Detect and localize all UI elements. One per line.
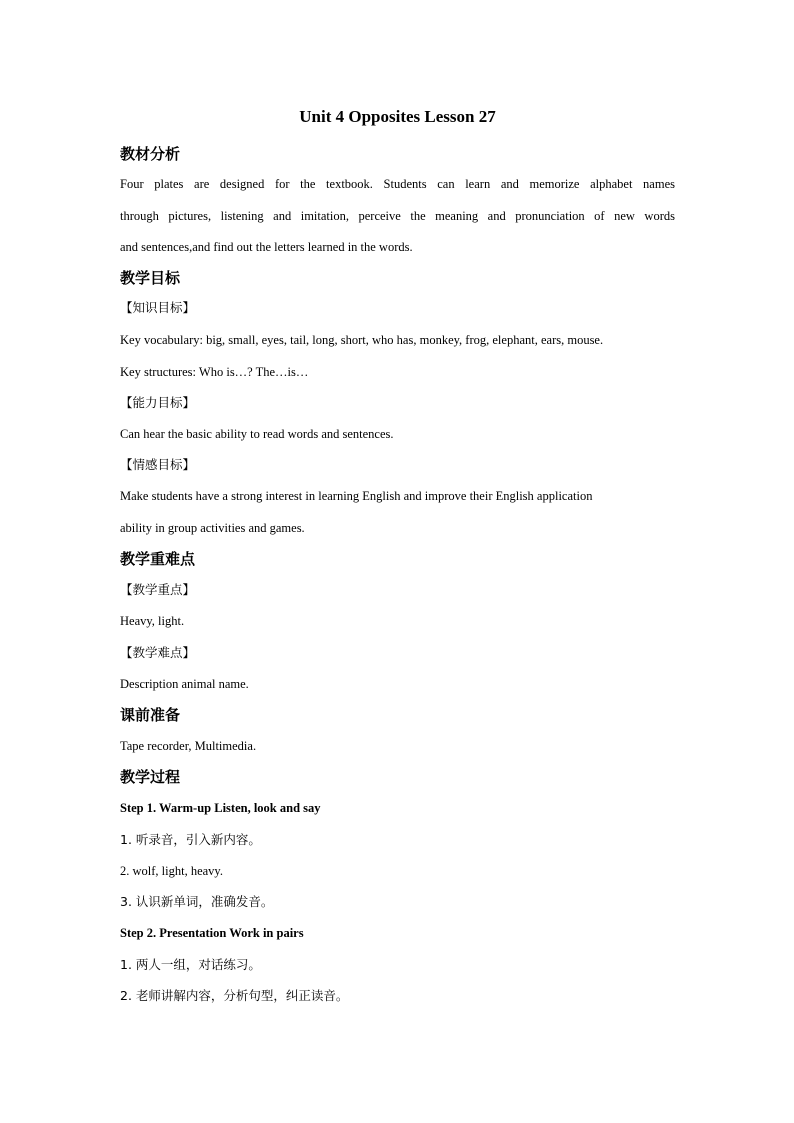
difficult-points-line-1: Description animal name. [120,677,249,691]
emotion-objective-line-2: ability in group activities and games. [120,521,305,535]
textbook-analysis-line-1: Four plates are designed for the textbook. Students can learn and memorize alphabet names [120,177,675,191]
section-heading-teaching-objectives: 教学目标 [120,269,181,287]
preparation-line-1: Tape recorder, Multimedia. [120,739,257,753]
knowledge-objective-line-1: Key vocabulary: big, small, eyes, tail, long, short, who has, monkey, frog, elephant, ears, mouse. [120,333,604,347]
ability-objective-label: 【能力目标】 [120,395,196,410]
section-heading-teaching-process: 教学过程 [120,768,181,786]
document-page [120,0,675,1123]
key-points-line-1: Heavy, light. [120,614,185,628]
step-1-item-1: 1. 听录音，引入新内容。 [120,832,261,847]
section-heading-key-difficult-points: 教学重难点 [120,550,196,568]
emotion-objective-label: 【情感目标】 [120,457,196,472]
step-1-item-3: 3. 认识新单词，准确发音。 [120,894,274,909]
knowledge-objective-label: 【知识目标】 [120,300,196,315]
step-1-item-2: 2. wolf, light, heavy. [120,864,223,878]
knowledge-objective-line-2: Key structures: Who is…? The…is… [120,365,309,379]
document-title: Unit 4 Opposites Lesson 27 [299,107,496,126]
step-2-item-1: 1. 两人一组，对话练习。 [120,957,261,972]
step-2-item-2: 2. 老师讲解内容，分析句型，纠正读音。 [120,988,349,1003]
step-2-title: Step 2. Presentation Work in pairs [120,926,304,940]
difficult-points-label: 【教学难点】 [120,645,196,660]
textbook-analysis-line-2: through pictures, listening and imitation, perceive the meaning and pronunciation of new words [120,209,675,223]
section-heading-preparation: 课前准备 [120,706,181,724]
ability-objective-line-1: Can hear the basic ability to read words and sentences. [120,427,394,441]
section-heading-textbook-analysis: 教材分析 [120,145,181,163]
emotion-objective-line-1: Make students have a strong interest in learning English and improve their English application [120,489,593,503]
step-1-title: Step 1. Warm-up Listen, look and say [120,801,321,815]
textbook-analysis-line-3: and sentences,and find out the letters learned in the words. [120,240,413,254]
key-points-label: 【教学重点】 [120,582,196,597]
